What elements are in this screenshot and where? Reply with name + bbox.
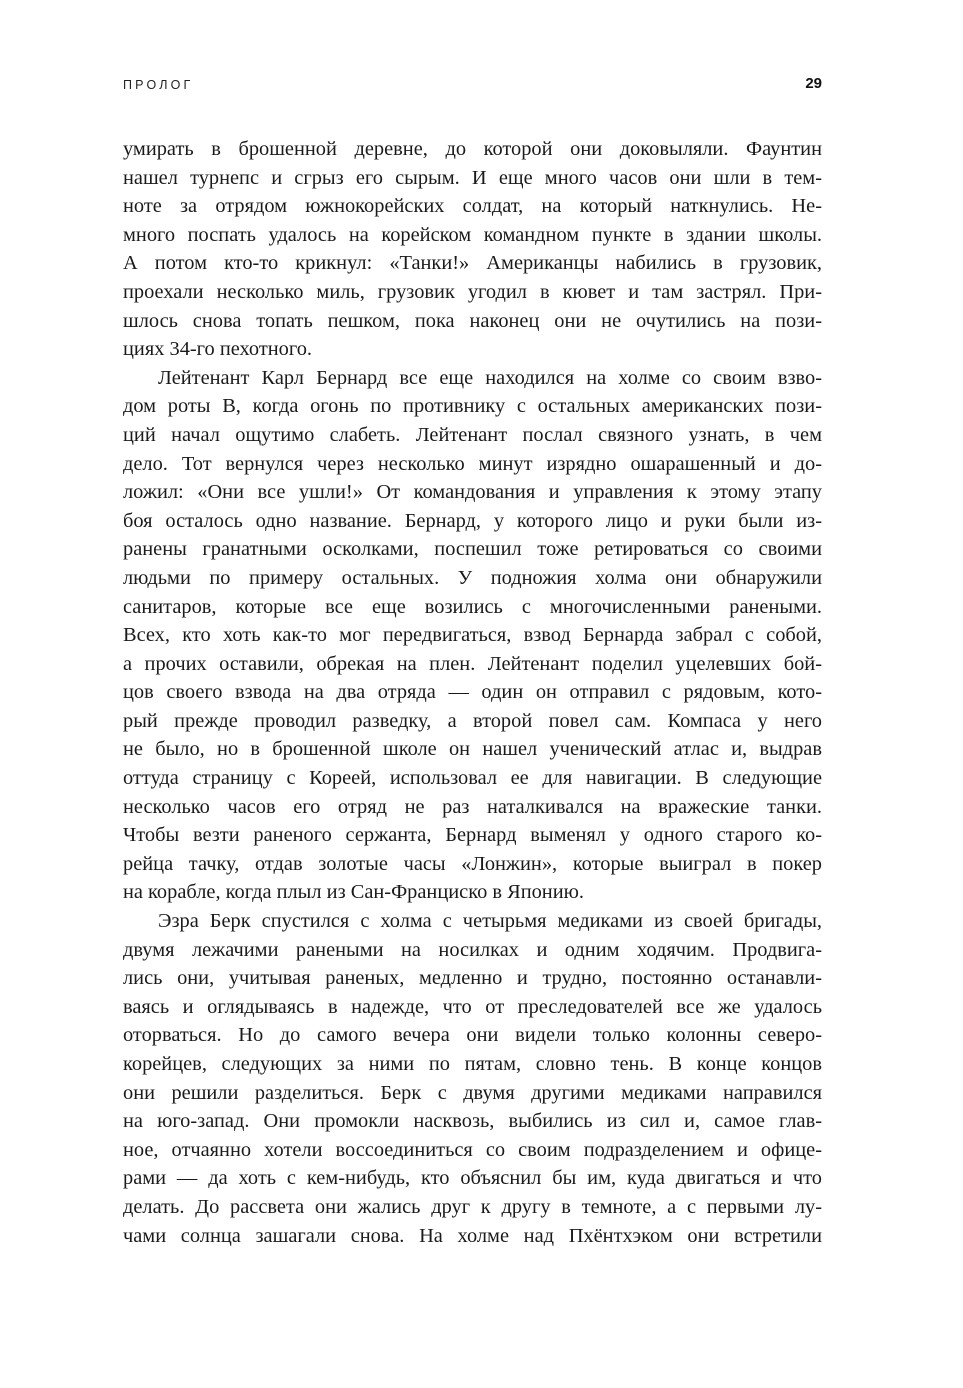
- page-number: 29: [805, 75, 822, 92]
- text-line: ций начал ощутимо слабеть. Лейтенант послал связного узнать, в чем: [123, 423, 822, 446]
- text-line: на корабле, когда плыл из Сан-Франциско в Японию.: [123, 881, 584, 904]
- section-title: ПРОЛОГ: [123, 78, 194, 92]
- text-line: санитаров, которые все еще возились с многочисленными ранеными.: [123, 595, 822, 618]
- text-line: корейцев, следующих за ними по пятам, словно тень. В конце концов: [123, 1053, 822, 1075]
- text-line: проехали несколько миль, грузовик угодил в кювет и там застрял. При-: [123, 280, 822, 303]
- text-line: они решили разделиться. Берк с двумя другими медиками направился: [123, 1081, 822, 1104]
- text-line: ваясь и оглядываясь в надежде, что от преследователей все же удалось: [123, 995, 822, 1018]
- text-line: Чтобы везти раненого сержанта, Бернард выменял у одного старого ко-: [123, 824, 822, 847]
- text-line: дело. Тот вернулся через несколько минут изрядно ошарашенный и до-: [123, 452, 822, 475]
- text-line: на юго-запад. Они промокли насквозь, выбились из сил и, самое глав-: [123, 1110, 822, 1133]
- running-header: [123, 74, 822, 98]
- text-line: чами солнца зашагали снова. На холме над Пхёнтхэком они встретили: [123, 1224, 822, 1247]
- text-line: двумя лежачими ранеными на носилках и одним ходячим. Продвига-: [123, 938, 822, 961]
- text-line: оторваться. Но до самого вечера они видели только колонны северо-: [123, 1024, 822, 1047]
- text-line: ное, отчаянно хотели воссоединиться со своим подразделением и офице-: [123, 1138, 822, 1161]
- text-line: умирать в брошенной деревне, до которой они доковыляли. Фаунтин: [123, 138, 822, 160]
- text-line: нашел турнепс и сгрыз его сырым. И еще много часов они шли в тем-: [123, 166, 822, 189]
- text-line: несколько часов его отряд не раз наталкивался на вражеские танки.: [123, 795, 822, 818]
- text-line: ложил: «Они все ушли!» От командования и управления к этому этапу: [123, 481, 822, 504]
- text-line: Лейтенант Карл Бернард все еще находился на холме со своим взво-: [158, 366, 822, 389]
- text-line: людьми по примеру остальных. У подножия холма они обнаружили: [123, 566, 822, 589]
- text-line: ранены гранатными осколками, поспешил тоже ретироваться со своими: [123, 538, 822, 561]
- text-line: рейца тачку, отдав золотые часы «Лонжин», которые выиграл в покер: [123, 852, 822, 875]
- text-line: а прочих оставили, обрекая на плен. Лейтенант поделил уцелевших бой-: [123, 652, 822, 675]
- text-line: цов своего взвода на два отряда — один он отправил с рядовым, кото-: [123, 681, 822, 704]
- paragraph-2: [123, 364, 822, 907]
- text-line: боя осталось одно название. Бернард, у которого лицо и руки были из-: [123, 509, 822, 532]
- text-line: ноте за отрядом южнокорейских солдат, на который наткнулись. Не-: [123, 195, 822, 218]
- paragraph-3: [123, 907, 822, 1250]
- text-line: циях 34-го пехотного.: [123, 338, 313, 361]
- text-line: лись они, учитывая раненых, медленно и трудно, постоянно останавли-: [123, 967, 822, 990]
- body-text: [123, 135, 822, 1250]
- paragraph-1: [123, 135, 822, 364]
- text-line: Всех, кто хоть как-то мог передвигаться, взвод Бернарда забрал с собой,: [123, 624, 822, 647]
- text-line: рый прежде проводил разведку, а второй повел сам. Компаса у него: [123, 709, 822, 732]
- text-line: рами — да хоть с кем-нибудь, кто объяснил бы им, куда двигаться и что: [123, 1167, 822, 1190]
- text-line: много поспать удалось на корейском командном пункте в здании школы.: [123, 223, 822, 246]
- text-line: Эзра Берк спустился с холма с четырьмя медиками из своей бригады,: [158, 910, 822, 933]
- text-line: не было, но в брошенной школе он нашел ученический атлас и, выдрав: [123, 738, 822, 761]
- text-line: шлось снова топать пешком, пока наконец они не очутились на пози-: [123, 309, 822, 332]
- text-line: делать. До рассвета они жались друг к другу в темноте, а с первыми лу-: [123, 1195, 822, 1218]
- text-line: оттуда страницу с Кореей, использовал ее для навигации. В следующие: [123, 767, 822, 790]
- text-line: дом роты B, когда огонь по противнику с остальных американских пози-: [123, 395, 822, 418]
- text-line: А потом кто-то крикнул: «Танки!» Американцы набились в грузовик,: [123, 252, 822, 275]
